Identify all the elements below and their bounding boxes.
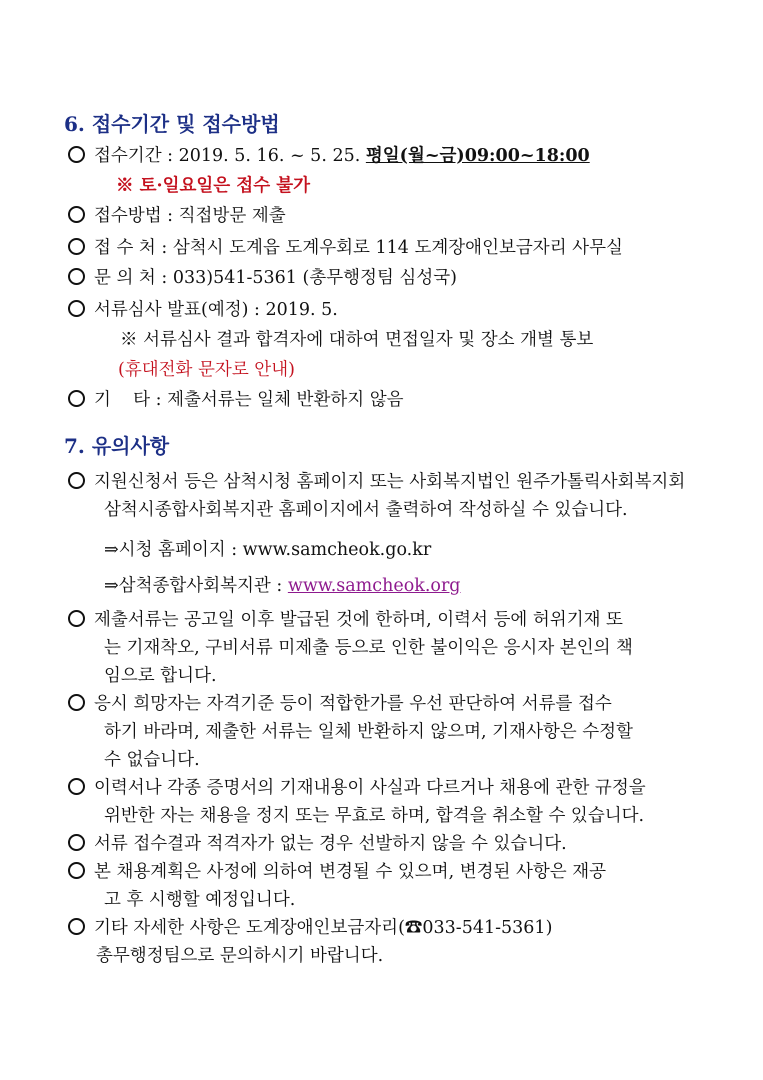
item3-line3: 수 없습니다. (104, 750, 200, 770)
bullet-icon (68, 834, 85, 851)
announce-note-sms: (휴대전화 문자로 안내) (118, 360, 295, 380)
bullet-icon (68, 778, 85, 795)
period-label: 접수기간 : 2019. 5. 16. ~ 5. 25. (94, 146, 361, 166)
item2-line2: 는 기재착오, 구비서류 미제출 등으로 인한 불이익은 응시자 본인의 책 (104, 638, 633, 658)
welfare-website-link[interactable]: www.samcheok.org (287, 576, 461, 596)
bullet-icon (68, 472, 85, 489)
bullet-icon (68, 206, 85, 223)
item7-line1: 기타 자세한 사항은 도계장애인보금자리(☎033-541-5361) (94, 918, 553, 938)
contact-text: 문 의 처 : 033)541-5361 (총무행정팀 심성국) (94, 268, 457, 288)
period-hours: 평일(월~금)09:00~18:00 (365, 146, 590, 166)
bullet-icon (68, 146, 85, 163)
welfare-website-label: ⇒삼척종합사회복지관 : (104, 576, 288, 596)
announce-text: 서류심사 발표(예정) : 2019. 5. (94, 300, 338, 320)
announce-note: ※ 서류심사 결과 합격자에 대하여 면접일자 및 장소 개별 통보 (120, 330, 594, 350)
bullet-icon (68, 610, 85, 627)
section-7-heading: 7. 유의사항 (64, 434, 170, 458)
method-text: 접수방법 : 직접방문 제출 (94, 206, 286, 226)
bullet-icon (68, 390, 85, 407)
etc-text: 기 타 : 제출서류는 일체 반환하지 않음 (94, 390, 404, 410)
item3-line1: 응시 희망자는 자격기준 등이 적합한가를 우선 판단하여 서류를 접수 (94, 694, 612, 714)
place-text: 접 수 처 : 삼척시 도계읍 도계우회로 114 도계장애인보금자리 사무실 (94, 238, 623, 258)
weekend-note: ※ 토·일요일은 접수 불가 (116, 176, 311, 196)
item1-line2: 삼척시종합사회복지관 홈페이지에서 출력하여 작성하실 수 있습니다. (104, 500, 628, 520)
item2-line3: 임으로 합니다. (104, 666, 217, 686)
welfare-website-row (104, 572, 461, 597)
item5-line1: 서류 접수결과 적격자가 없는 경우 선발하지 않을 수 있습니다. (94, 834, 567, 854)
bullet-icon (68, 238, 85, 255)
bullet-icon (68, 918, 85, 935)
city-website-text: ⇒시청 홈페이지 : www.samcheok.go.kr (104, 540, 432, 560)
item2-line1: 제출서류는 공고일 이후 발급된 것에 한하며, 이력서 등에 허위기재 또 (94, 610, 623, 630)
item3-line2: 하기 바라며, 제출한 서류는 일체 반환하지 않으며, 기재사항은 수정할 (104, 722, 633, 742)
bullet-icon (68, 268, 85, 285)
item6-line1: 본 채용계획은 사정에 의하여 변경될 수 있으며, 변경된 사항은 재공 (94, 862, 607, 882)
item6-line2: 고 후 시행할 예정입니다. (104, 890, 296, 910)
section-6-heading: 6. 접수기간 및 접수방법 (64, 112, 280, 136)
item4-line1: 이력서나 각종 증명서의 기재내용이 사실과 다르거나 채용에 관한 규정을 (94, 778, 646, 798)
item4-line2: 위반한 자는 채용을 정지 또는 무효로 하며, 합격을 취소할 수 있습니다. (104, 806, 645, 826)
item1-line1: 지원신청서 등은 삼척시청 홈페이지 또는 사회복지법인 원주가톨릭사회복지회 (94, 472, 686, 492)
bullet-icon (68, 694, 85, 711)
period-row (94, 142, 590, 167)
bullet-icon (68, 862, 85, 879)
bullet-icon (68, 300, 85, 317)
item7-line2: 총무행정팀으로 문의하시기 바랍니다. (96, 946, 384, 966)
